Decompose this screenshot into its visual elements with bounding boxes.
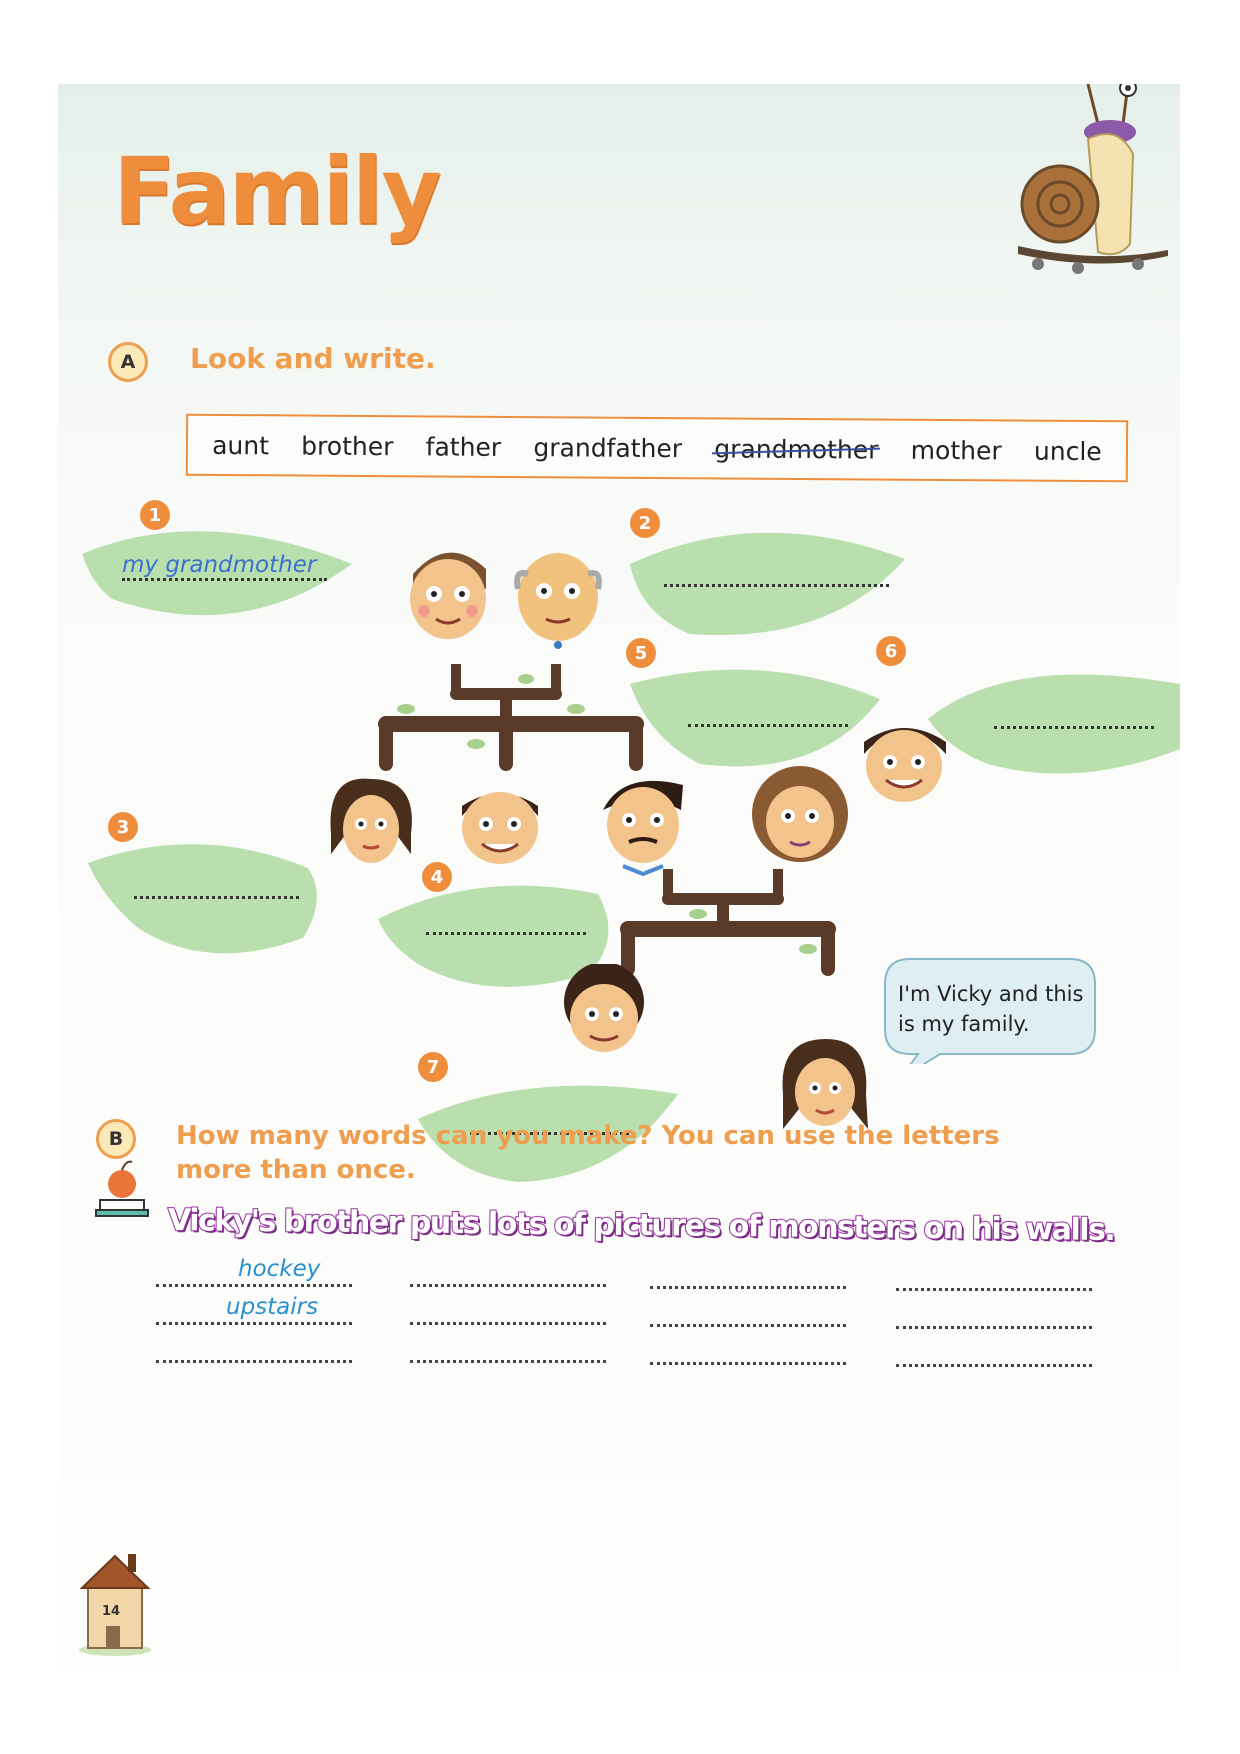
answer-line xyxy=(410,1360,606,1363)
item-number-4: 4 xyxy=(422,862,452,892)
uncle-face xyxy=(450,776,550,876)
section-a-instruction: Look and write. xyxy=(190,342,436,375)
word-bank-item: aunt xyxy=(212,430,270,460)
apple-book-icon xyxy=(94,1154,150,1224)
word-bank-item: brother xyxy=(301,431,394,461)
grandfather-face xyxy=(508,539,608,659)
answer-line xyxy=(896,1288,1092,1291)
handwritten-word-1: hockey xyxy=(238,1256,321,1282)
word-bank-item-crossed-out: grandmother xyxy=(714,433,879,465)
answer-line xyxy=(410,1284,606,1287)
word-bank-item: mother xyxy=(910,435,1002,465)
father-face xyxy=(593,770,693,880)
item-number-3: 3 xyxy=(108,812,138,842)
answer-line xyxy=(896,1364,1092,1367)
aunt-face xyxy=(326,774,416,884)
answer-line xyxy=(156,1322,352,1325)
answer-leaf-2 xyxy=(630,524,905,639)
section-b-badge: B xyxy=(96,1119,136,1159)
word-bank-item: uncle xyxy=(1033,436,1102,466)
answer-line-6 xyxy=(994,726,1154,729)
answer-line xyxy=(156,1360,352,1363)
answer-line xyxy=(650,1324,846,1327)
house-page-icon xyxy=(78,1546,152,1656)
answer-line xyxy=(156,1284,352,1287)
word-bank-item: father xyxy=(425,431,502,462)
answer-leaf-6 xyxy=(928,664,1180,774)
answer-line xyxy=(410,1322,606,1325)
letter-source-sentence: Vicky's brother puts lots of pictures of monsters on his walls. xyxy=(167,1203,1115,1248)
section-a-badge: A xyxy=(108,342,148,382)
item-number-2: 2 xyxy=(630,508,660,538)
answer-line xyxy=(896,1326,1092,1329)
item-number-7: 7 xyxy=(418,1052,448,1082)
family-tree-branches-bottom xyxy=(618,869,848,979)
handwritten-answer-1: my grandmother xyxy=(122,552,317,578)
word-bank xyxy=(186,414,1128,483)
answer-line-5 xyxy=(688,724,848,727)
item-number-6: 6 xyxy=(876,636,906,666)
item-number-5: 5 xyxy=(626,638,656,668)
grandfather-right-face xyxy=(854,714,954,814)
answer-line-1 xyxy=(122,578,327,581)
word-bank-item: grandfather xyxy=(533,432,683,463)
page-title: Family xyxy=(113,138,440,245)
brother-face xyxy=(554,964,654,1064)
handwritten-word-2: upstairs xyxy=(226,1294,319,1320)
page-number: 14 xyxy=(102,1604,121,1619)
mother-face xyxy=(748,764,853,874)
answer-line xyxy=(650,1362,846,1365)
item-number-1: 1 xyxy=(140,500,170,530)
answer-line-4 xyxy=(426,932,586,935)
answer-line-3 xyxy=(134,896,299,899)
workbook-page xyxy=(58,84,1180,1672)
section-b-instruction: How many words can you make? You can use the letters more than once. xyxy=(176,1121,1000,1185)
answer-line-2 xyxy=(664,584,889,587)
answer-line xyxy=(650,1286,846,1289)
snail-skateboard-illustration xyxy=(1018,84,1178,284)
speech-bubble-text: I'm Vicky and this is my family. xyxy=(898,982,1084,1036)
grandmother-face xyxy=(398,539,498,649)
answer-leaf-5 xyxy=(630,659,880,769)
